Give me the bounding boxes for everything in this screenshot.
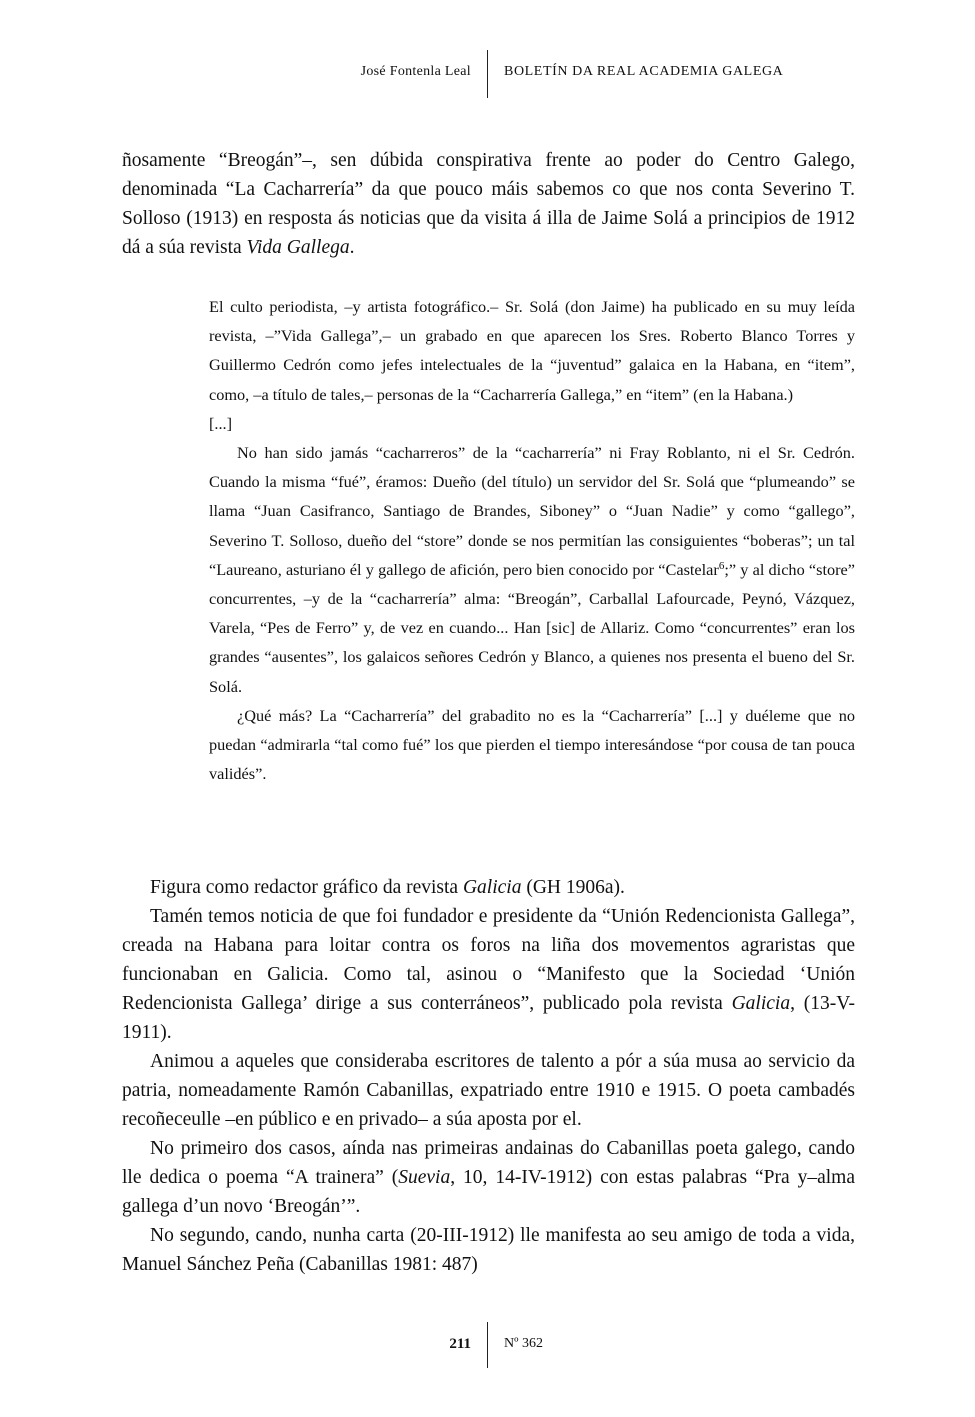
quote-paragraph-1: El culto periodista, –y artista fotográfico.– Sr. Solá (don Jaime) ha publicado en su muy leída revista, –”Vida Gallega”,– un grabado en que aparecen los Sres. Roberto Blanco Torres y Guillermo Cedrón como jefes intelectuales de la “juventud” galaica en la Habana, en “item”, como, –a título de tales,– personas de la “Cacharrería Gallega,” en “item” (en la Habana.): [209, 297, 855, 404]
body-paragraphs: [122, 873, 855, 1279]
issue-number: Nº 362: [504, 1336, 543, 1351]
intro-end: .: [349, 237, 355, 258]
header-author: José Fontenla Leal: [360, 64, 471, 79]
quote-paragraph-2-b: ;” y al dicho “store” concurrentes, –y de la “cacharrería” alma: “Breogán”, Carballal Lafourcade, Peynó, Vázquez, Varela, “Pes de Ferro” y, de vez en cuando... Han [sic] de Allariz. Como “concurrentes” eran los grandes “ausentes”, los galaicos señores Cedrón y Blanco, a quienes nos presenta el bueno del Sr. Solá.: [209, 559, 855, 696]
page-number: 211: [449, 1336, 471, 1352]
paragraph-1-b: (GH 1906a).: [521, 877, 625, 898]
paragraph-4: [122, 1134, 855, 1221]
block-quote: [209, 292, 855, 788]
quote-paragraph-2: [209, 438, 855, 701]
paragraph-2-italic: Galicia: [731, 993, 791, 1014]
paragraph-1: [122, 873, 855, 902]
paragraph-3: Animou a aqueles que consideraba escritores de talento a pór a súa musa ao servicio da patria, nomeadamente Ramón Cabanillas, expatriado entre 1910 e 1915. O poeta cambadés recoñeceulle –en público e en privado– a súa aposta por el.: [122, 1051, 855, 1130]
paragraph-5: No segundo, cando, nunha carta (20-III-1912) lle manifesta ao seu amigo de toda a vida, Manuel Sánchez Peña (Cabanillas 1981: 487): [122, 1225, 855, 1275]
quote-ellipsis: [...]: [209, 413, 233, 433]
header-journal: BOLETÍN DA REAL ACADEMIA GALEGA: [504, 64, 784, 79]
intro-paragraph: [122, 146, 855, 262]
footer-divider: [487, 1322, 488, 1368]
paragraph-4-a: No primeiro dos casos, aínda nas primeiras andainas do Cabanillas poeta galego, cando lle dedica o poema “A trainera” (: [122, 1138, 855, 1188]
header-divider: [487, 50, 488, 98]
intro-italic-title: Vida Gallega: [246, 237, 350, 258]
page-header: [0, 50, 975, 100]
paragraph-1-italic: Galicia: [462, 877, 522, 898]
intro-text: ñosamente “Breogán”–, sen dúbida conspirativa frente ao poder do Centro Galego, denominada “La Cacharrería” da que pouco máis sabemos co que nos conta Severino T. Solloso (1913) en resposta ás noticias que da visita á illa de Jaime Solá a principios de 1912 dá a súa revista: [122, 150, 855, 258]
quote-paragraph-2-a: No han sido jamás “cacharreros” de la “cacharrería” ni Fray Roblanto, ni el Sr. Cedrón. Cuando la misma “fué”, éramos: Dueño (del título) un servidor del Sr. Solá que “plumeando” se llama “Juan Casifranco, Santiago de Brandes, Siboney” o “Juan Nadie” y como “gallego”, Severino T. Solloso, dueño del “store” donde se nos permitían las consiguientes “boberas”; un tal “Laureano, asturiano él y gallego de afición, pero bien conocido por “Castelar: [209, 443, 855, 579]
paragraph-2-a: Tamén temos noticia de que foi fundador e presidente da “Unión Redencionista Gallega”, creada na Habana para loitar contra os foros na liña dos movementos agraristas que funcionaban en Galicia. Como tal, asinou o “Manifesto que la Sociedad ‘Unión Redencionista Gallega’ dirige a sus conterráneos”, publicado pola revista: [122, 906, 855, 1014]
paragraph-4-b: , 10, 14-IV-1912) con estas palabras “Pra y–alma gallega d’un novo ‘Breogán’”.: [122, 1167, 856, 1217]
paragraph-2-b: , (13-V-1911).: [122, 993, 855, 1043]
paragraph-1-a: Figura como redactor gráfico da revista: [150, 877, 463, 898]
paragraph-2: [122, 902, 855, 1047]
page-footer: [0, 1322, 975, 1370]
paragraph-4-italic: Suevia: [398, 1167, 451, 1188]
footnote-marker[interactable]: 6: [718, 559, 725, 572]
quote-paragraph-3: ¿Qué más? La “Cacharrería” del grabadito no es la “Cacharrería” [...] y duéleme que no puedan “admirarla “tal como fué” los que pierden el tiempo interesándose “por cousa de tan pouca validés”.: [209, 705, 855, 784]
